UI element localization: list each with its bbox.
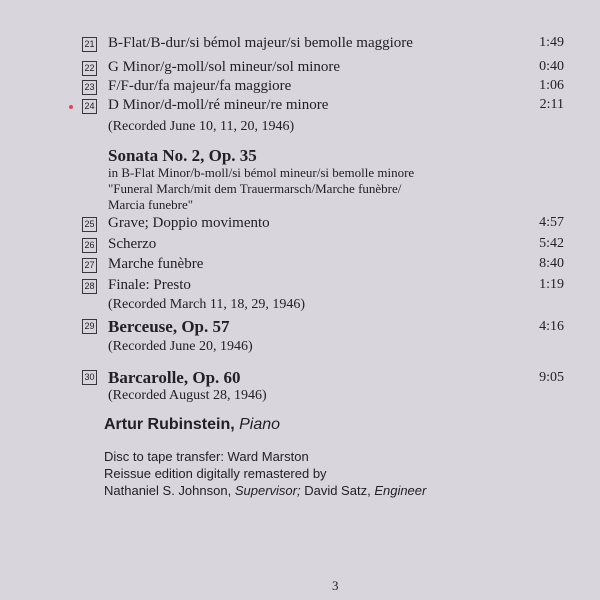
track-title: B-Flat/B-dur/si bémol majeur/si bemolle maggiore xyxy=(108,35,413,51)
track-row xyxy=(0,277,600,297)
recording-date: (Recorded June 10, 11, 20, 1946) xyxy=(108,119,295,134)
track-duration: 4:16 xyxy=(539,319,564,334)
recording-date: (Recorded March 11, 18, 29, 1946) xyxy=(108,297,305,312)
credit-name: David Satz, xyxy=(304,483,371,498)
track-duration: 1:49 xyxy=(539,35,564,50)
track-number: 21 xyxy=(82,37,97,52)
sonata-subtitle: Marcia funebre" xyxy=(108,197,194,212)
track-duration: 1:19 xyxy=(539,277,564,292)
track-title: Scherzo xyxy=(108,236,157,252)
track-row xyxy=(0,215,600,235)
performer-instrument: Piano xyxy=(239,416,281,433)
track-duration: 9:05 xyxy=(539,370,564,385)
track-row xyxy=(0,368,600,388)
credit-role: Engineer xyxy=(374,483,427,498)
page-number: 3 xyxy=(332,578,339,593)
track-number: 30 xyxy=(82,370,97,385)
recording-date: (Recorded August 28, 1946) xyxy=(108,388,267,403)
credit-line xyxy=(104,483,426,498)
track-row xyxy=(0,317,600,337)
track-title: Berceuse, Op. 57 xyxy=(108,317,230,336)
track-title: F/F-dur/fa majeur/fa maggiore xyxy=(108,78,292,94)
track-row xyxy=(0,236,600,256)
track-title: G Minor/g-moll/sol mineur/sol minore xyxy=(108,59,341,75)
track-duration: 5:42 xyxy=(539,236,564,251)
track-number: 28 xyxy=(82,279,97,294)
track-number: 22 xyxy=(82,61,97,76)
track-duration: 2:11 xyxy=(539,97,564,112)
credit-name: Nathaniel S. Johnson, xyxy=(104,483,232,498)
track-row xyxy=(0,78,600,98)
track-title: Grave; Doppio movimento xyxy=(108,215,270,231)
track-number: 26 xyxy=(82,238,97,253)
track-duration: 1:06 xyxy=(539,78,564,93)
credit-line: Reissue edition digitally remastered by xyxy=(104,466,327,481)
track-row xyxy=(0,256,600,276)
track-title: Barcarolle, Op. 60 xyxy=(108,368,241,387)
track-number: 24 xyxy=(82,99,97,114)
track-duration: 8:40 xyxy=(539,256,564,271)
sonata-subtitle: "Funeral March/mit dem Trauermarsch/Marche funèbre/ xyxy=(108,181,402,196)
track-number: 25 xyxy=(82,217,97,232)
sonata-subtitle: in B-Flat Minor/b-moll/si bémol mineur/si bemolle minore xyxy=(108,165,415,180)
performer-name: Artur Rubinstein, xyxy=(104,416,235,433)
track-row xyxy=(0,35,600,55)
recording-date: (Recorded June 20, 1946) xyxy=(108,339,253,354)
credit-role: Supervisor; xyxy=(234,483,301,498)
track-number: 29 xyxy=(82,319,97,334)
sonata-heading: Sonata No. 2, Op. 35 xyxy=(108,146,257,165)
track-number: 23 xyxy=(82,80,97,95)
track-title: Finale: Presto xyxy=(108,277,191,293)
track-duration: 4:57 xyxy=(539,215,564,230)
track-row xyxy=(0,97,600,117)
track-title: D Minor/d-moll/ré mineur/re minore xyxy=(108,97,329,113)
track-row xyxy=(0,59,600,79)
credit-line: Disc to tape transfer: Ward Marston xyxy=(104,449,309,464)
track-number: 27 xyxy=(82,258,97,273)
performer-credit xyxy=(104,416,280,434)
track-title: Marche funèbre xyxy=(108,256,204,272)
track-duration: 0:40 xyxy=(539,59,564,74)
